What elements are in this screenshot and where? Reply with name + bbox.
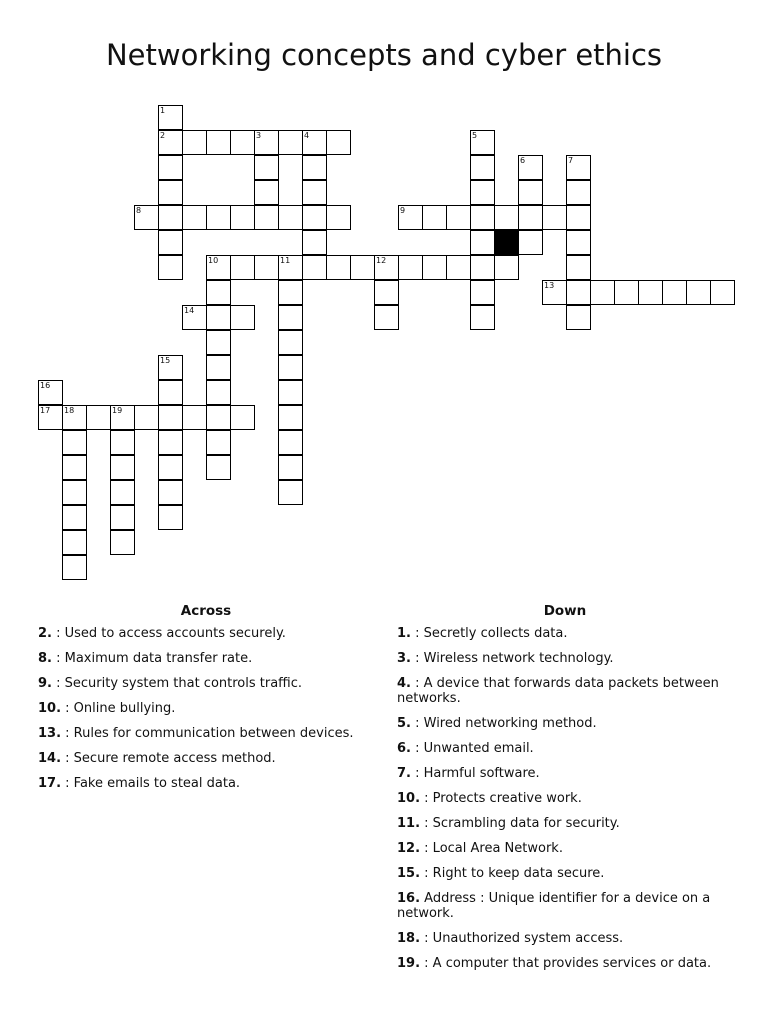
grid-cell[interactable] bbox=[302, 230, 327, 255]
grid-cell[interactable] bbox=[278, 305, 303, 330]
grid-cell[interactable] bbox=[374, 305, 399, 330]
across-clue bbox=[38, 626, 378, 641]
grid-cell[interactable] bbox=[278, 380, 303, 405]
grid-cell[interactable] bbox=[62, 480, 87, 505]
grid-cell[interactable] bbox=[110, 505, 135, 530]
down-clue bbox=[397, 676, 737, 706]
grid-cell[interactable] bbox=[374, 255, 399, 280]
grid-cell[interactable] bbox=[206, 405, 231, 430]
grid-cell[interactable] bbox=[62, 455, 87, 480]
clue-number: 7. bbox=[397, 766, 411, 781]
clue-number: 14. bbox=[38, 751, 62, 766]
clue-text: : A device that forwards data packets between networks. bbox=[397, 676, 719, 706]
clue-number: 17. bbox=[38, 776, 62, 791]
grid-cell[interactable] bbox=[470, 205, 495, 230]
grid-cell[interactable] bbox=[566, 205, 591, 230]
down-clue bbox=[397, 891, 737, 921]
grid-cell[interactable] bbox=[302, 180, 327, 205]
grid-cell[interactable] bbox=[590, 280, 615, 305]
clue-number: 10. bbox=[38, 701, 62, 716]
clue-text: : Right to keep data secure. bbox=[420, 866, 605, 881]
grid-cell[interactable] bbox=[38, 405, 63, 430]
grid-cell[interactable] bbox=[206, 280, 231, 305]
grid-cell[interactable] bbox=[110, 430, 135, 455]
page-title: Networking concepts and cyber ethics bbox=[105, 38, 663, 72]
grid-cell[interactable] bbox=[230, 130, 255, 155]
across-clue bbox=[38, 776, 378, 791]
grid-cell[interactable] bbox=[566, 280, 591, 305]
across-clue bbox=[38, 726, 378, 741]
clue-text: : Fake emails to steal data. bbox=[61, 776, 241, 791]
across-clue bbox=[38, 751, 378, 766]
clue-number: 11. bbox=[397, 816, 421, 831]
grid-cell[interactable] bbox=[470, 155, 495, 180]
clue-text: : Online bullying. bbox=[61, 701, 176, 716]
grid-cell[interactable] bbox=[278, 455, 303, 480]
grid-cell[interactable] bbox=[494, 205, 519, 230]
clue-number: 6. bbox=[397, 741, 411, 756]
grid-cell[interactable] bbox=[278, 355, 303, 380]
grid-cell[interactable] bbox=[302, 205, 327, 230]
cell-number: 19 bbox=[112, 406, 123, 415]
across-clue bbox=[38, 651, 378, 666]
grid-cell[interactable] bbox=[518, 155, 543, 180]
down-clue bbox=[397, 741, 737, 756]
cell-number: 15 bbox=[160, 356, 171, 365]
grid-cell[interactable] bbox=[230, 205, 255, 230]
grid-cell[interactable] bbox=[470, 305, 495, 330]
grid-cell[interactable] bbox=[62, 505, 87, 530]
down-clue bbox=[397, 716, 737, 731]
cell-number: 4 bbox=[304, 131, 310, 140]
clue-text: : Secretly collects data. bbox=[410, 626, 568, 641]
down-clue bbox=[397, 841, 737, 856]
black-cell bbox=[494, 230, 519, 255]
cell-number: 7 bbox=[568, 156, 574, 165]
cell-number: 2 bbox=[160, 131, 166, 140]
grid-cell[interactable] bbox=[254, 155, 279, 180]
clue-number: 10. bbox=[397, 791, 421, 806]
down-clue bbox=[397, 956, 737, 971]
grid-cell[interactable] bbox=[566, 255, 591, 280]
clue-number: 2. bbox=[38, 626, 52, 641]
grid-cell[interactable] bbox=[398, 255, 423, 280]
grid-cell[interactable] bbox=[206, 305, 231, 330]
clue-text: : Used to access accounts securely. bbox=[51, 626, 286, 641]
cell-number: 18 bbox=[64, 406, 75, 415]
grid-cell[interactable] bbox=[446, 255, 471, 280]
grid-cell[interactable] bbox=[470, 255, 495, 280]
grid-cell[interactable] bbox=[470, 180, 495, 205]
grid-cell[interactable] bbox=[158, 355, 183, 380]
grid-cell[interactable] bbox=[518, 180, 543, 205]
cell-number: 3 bbox=[256, 131, 262, 140]
grid-cell[interactable] bbox=[62, 405, 87, 430]
clue-number: 8. bbox=[38, 651, 52, 666]
grid-cell[interactable] bbox=[110, 405, 135, 430]
grid-cell[interactable] bbox=[206, 355, 231, 380]
grid-cell[interactable] bbox=[422, 205, 447, 230]
grid-cell[interactable] bbox=[134, 405, 159, 430]
cell-number: 14 bbox=[184, 306, 195, 315]
clue-text: : Scrambling data for security. bbox=[420, 816, 620, 831]
grid-cell[interactable] bbox=[470, 230, 495, 255]
grid-cell[interactable] bbox=[62, 430, 87, 455]
clue-text: : Wired networking method. bbox=[410, 716, 597, 731]
grid-cell[interactable] bbox=[278, 130, 303, 155]
grid-cell[interactable] bbox=[350, 255, 375, 280]
grid-cell[interactable] bbox=[230, 405, 255, 430]
cell-number: 8 bbox=[136, 206, 142, 215]
grid-cell[interactable] bbox=[566, 305, 591, 330]
grid-cell[interactable] bbox=[158, 430, 183, 455]
grid-cell[interactable] bbox=[158, 230, 183, 255]
grid-cell[interactable] bbox=[230, 255, 255, 280]
clue-text: : Security system that controls traffic. bbox=[51, 676, 303, 691]
grid-cell[interactable] bbox=[158, 105, 183, 130]
grid-cell[interactable] bbox=[278, 255, 303, 280]
grid-cell[interactable] bbox=[134, 205, 159, 230]
grid-cell[interactable] bbox=[230, 305, 255, 330]
grid-cell[interactable] bbox=[326, 130, 351, 155]
clue-text: : Wireless network technology. bbox=[410, 651, 614, 666]
grid-cell[interactable] bbox=[302, 155, 327, 180]
grid-cell[interactable] bbox=[518, 205, 543, 230]
clue-text: : Unauthorized system access. bbox=[420, 931, 624, 946]
grid-cell[interactable] bbox=[158, 405, 183, 430]
grid-cell[interactable] bbox=[542, 280, 567, 305]
clue-text: : Local Area Network. bbox=[420, 841, 563, 856]
clue-number: 15. bbox=[397, 866, 421, 881]
grid-cell[interactable] bbox=[302, 130, 327, 155]
across-heading: Across bbox=[180, 603, 232, 619]
grid-cell[interactable] bbox=[158, 480, 183, 505]
grid-cell[interactable] bbox=[182, 205, 207, 230]
grid-cell[interactable] bbox=[254, 205, 279, 230]
grid-cell[interactable] bbox=[206, 255, 231, 280]
cell-number: 12 bbox=[376, 256, 387, 265]
grid-cell[interactable] bbox=[278, 430, 303, 455]
grid-cell[interactable] bbox=[278, 405, 303, 430]
grid-cell[interactable] bbox=[398, 205, 423, 230]
grid-cell[interactable] bbox=[206, 455, 231, 480]
grid-cell[interactable] bbox=[374, 280, 399, 305]
grid-cell[interactable] bbox=[110, 530, 135, 555]
grid-cell[interactable] bbox=[710, 280, 735, 305]
clue-text: Address : Unique identifier for a device on a network. bbox=[397, 891, 711, 921]
cell-number: 9 bbox=[400, 206, 406, 215]
across-clue bbox=[38, 701, 378, 716]
grid-cell[interactable] bbox=[206, 430, 231, 455]
grid-cell[interactable] bbox=[110, 455, 135, 480]
grid-cell[interactable] bbox=[38, 380, 63, 405]
clue-number: 1. bbox=[397, 626, 411, 641]
grid-cell[interactable] bbox=[158, 455, 183, 480]
grid-cell[interactable] bbox=[182, 130, 207, 155]
down-clue bbox=[397, 931, 737, 946]
grid-cell[interactable] bbox=[686, 280, 711, 305]
grid-cell[interactable] bbox=[62, 530, 87, 555]
down-clue bbox=[397, 626, 737, 641]
clue-text: : Rules for communication between devices. bbox=[61, 726, 354, 741]
grid-cell[interactable] bbox=[566, 180, 591, 205]
grid-cell[interactable] bbox=[206, 330, 231, 355]
grid-cell[interactable] bbox=[158, 505, 183, 530]
cell-number: 17 bbox=[40, 406, 51, 415]
grid-cell[interactable] bbox=[86, 405, 111, 430]
grid-cell[interactable] bbox=[158, 205, 183, 230]
clue-text: : Unwanted email. bbox=[410, 741, 534, 756]
clue-number: 9. bbox=[38, 676, 52, 691]
down-clue bbox=[397, 866, 737, 881]
grid-cell[interactable] bbox=[278, 330, 303, 355]
across-clue-list bbox=[38, 626, 378, 801]
grid-cell[interactable] bbox=[62, 555, 87, 580]
grid-cell[interactable] bbox=[422, 255, 447, 280]
grid-cell[interactable] bbox=[494, 255, 519, 280]
clue-number: 18. bbox=[397, 931, 421, 946]
across-clue bbox=[38, 676, 378, 691]
clue-number: 16. bbox=[397, 891, 421, 906]
grid-cell[interactable] bbox=[206, 130, 231, 155]
clue-number: 13. bbox=[38, 726, 62, 741]
grid-cell[interactable] bbox=[278, 280, 303, 305]
grid-cell[interactable] bbox=[158, 130, 183, 155]
grid-cell[interactable] bbox=[110, 480, 135, 505]
grid-cell[interactable] bbox=[326, 255, 351, 280]
grid-cell[interactable] bbox=[662, 280, 687, 305]
cell-number: 6 bbox=[520, 156, 526, 165]
grid-cell[interactable] bbox=[614, 280, 639, 305]
grid-cell[interactable] bbox=[254, 180, 279, 205]
down-clue bbox=[397, 766, 737, 781]
clue-number: 3. bbox=[397, 651, 411, 666]
grid-cell[interactable] bbox=[470, 130, 495, 155]
grid-cell[interactable] bbox=[446, 205, 471, 230]
grid-cell[interactable] bbox=[278, 480, 303, 505]
grid-cell[interactable] bbox=[158, 255, 183, 280]
grid-cell[interactable] bbox=[254, 130, 279, 155]
cell-number: 10 bbox=[208, 256, 219, 265]
clue-text: : Secure remote access method. bbox=[61, 751, 276, 766]
down-heading: Down bbox=[543, 603, 587, 619]
grid-cell[interactable] bbox=[326, 205, 351, 230]
grid-cell[interactable] bbox=[206, 380, 231, 405]
down-clue-list bbox=[397, 626, 737, 981]
cell-number: 1 bbox=[160, 106, 166, 115]
cell-number: 16 bbox=[40, 381, 51, 390]
clue-number: 4. bbox=[397, 676, 411, 691]
grid-cell[interactable] bbox=[470, 280, 495, 305]
down-clue bbox=[397, 651, 737, 666]
grid-cell[interactable] bbox=[302, 255, 327, 280]
grid-cell[interactable] bbox=[182, 405, 207, 430]
clue-number: 5. bbox=[397, 716, 411, 731]
clue-text: : A computer that provides services or data. bbox=[420, 956, 712, 971]
clue-number: 12. bbox=[397, 841, 421, 856]
grid-cell[interactable] bbox=[158, 380, 183, 405]
grid-cell[interactable] bbox=[182, 305, 207, 330]
grid-cell[interactable] bbox=[206, 205, 231, 230]
cell-number: 5 bbox=[472, 131, 478, 140]
cell-number: 13 bbox=[544, 281, 555, 290]
clue-text: : Harmful software. bbox=[410, 766, 540, 781]
clue-text: : Protects creative work. bbox=[420, 791, 582, 806]
grid-cell[interactable] bbox=[638, 280, 663, 305]
grid-cell[interactable] bbox=[518, 230, 543, 255]
grid-cell[interactable] bbox=[158, 155, 183, 180]
grid-cell[interactable] bbox=[278, 205, 303, 230]
grid-cell[interactable] bbox=[542, 205, 567, 230]
grid-cell[interactable] bbox=[254, 255, 279, 280]
clue-number: 19. bbox=[397, 956, 421, 971]
clue-text: : Maximum data transfer rate. bbox=[51, 651, 253, 666]
cell-number: 11 bbox=[280, 256, 291, 265]
grid-cell[interactable] bbox=[158, 180, 183, 205]
grid-cell[interactable] bbox=[566, 230, 591, 255]
down-clue bbox=[397, 816, 737, 831]
grid-cell[interactable] bbox=[566, 155, 591, 180]
down-clue bbox=[397, 791, 737, 806]
